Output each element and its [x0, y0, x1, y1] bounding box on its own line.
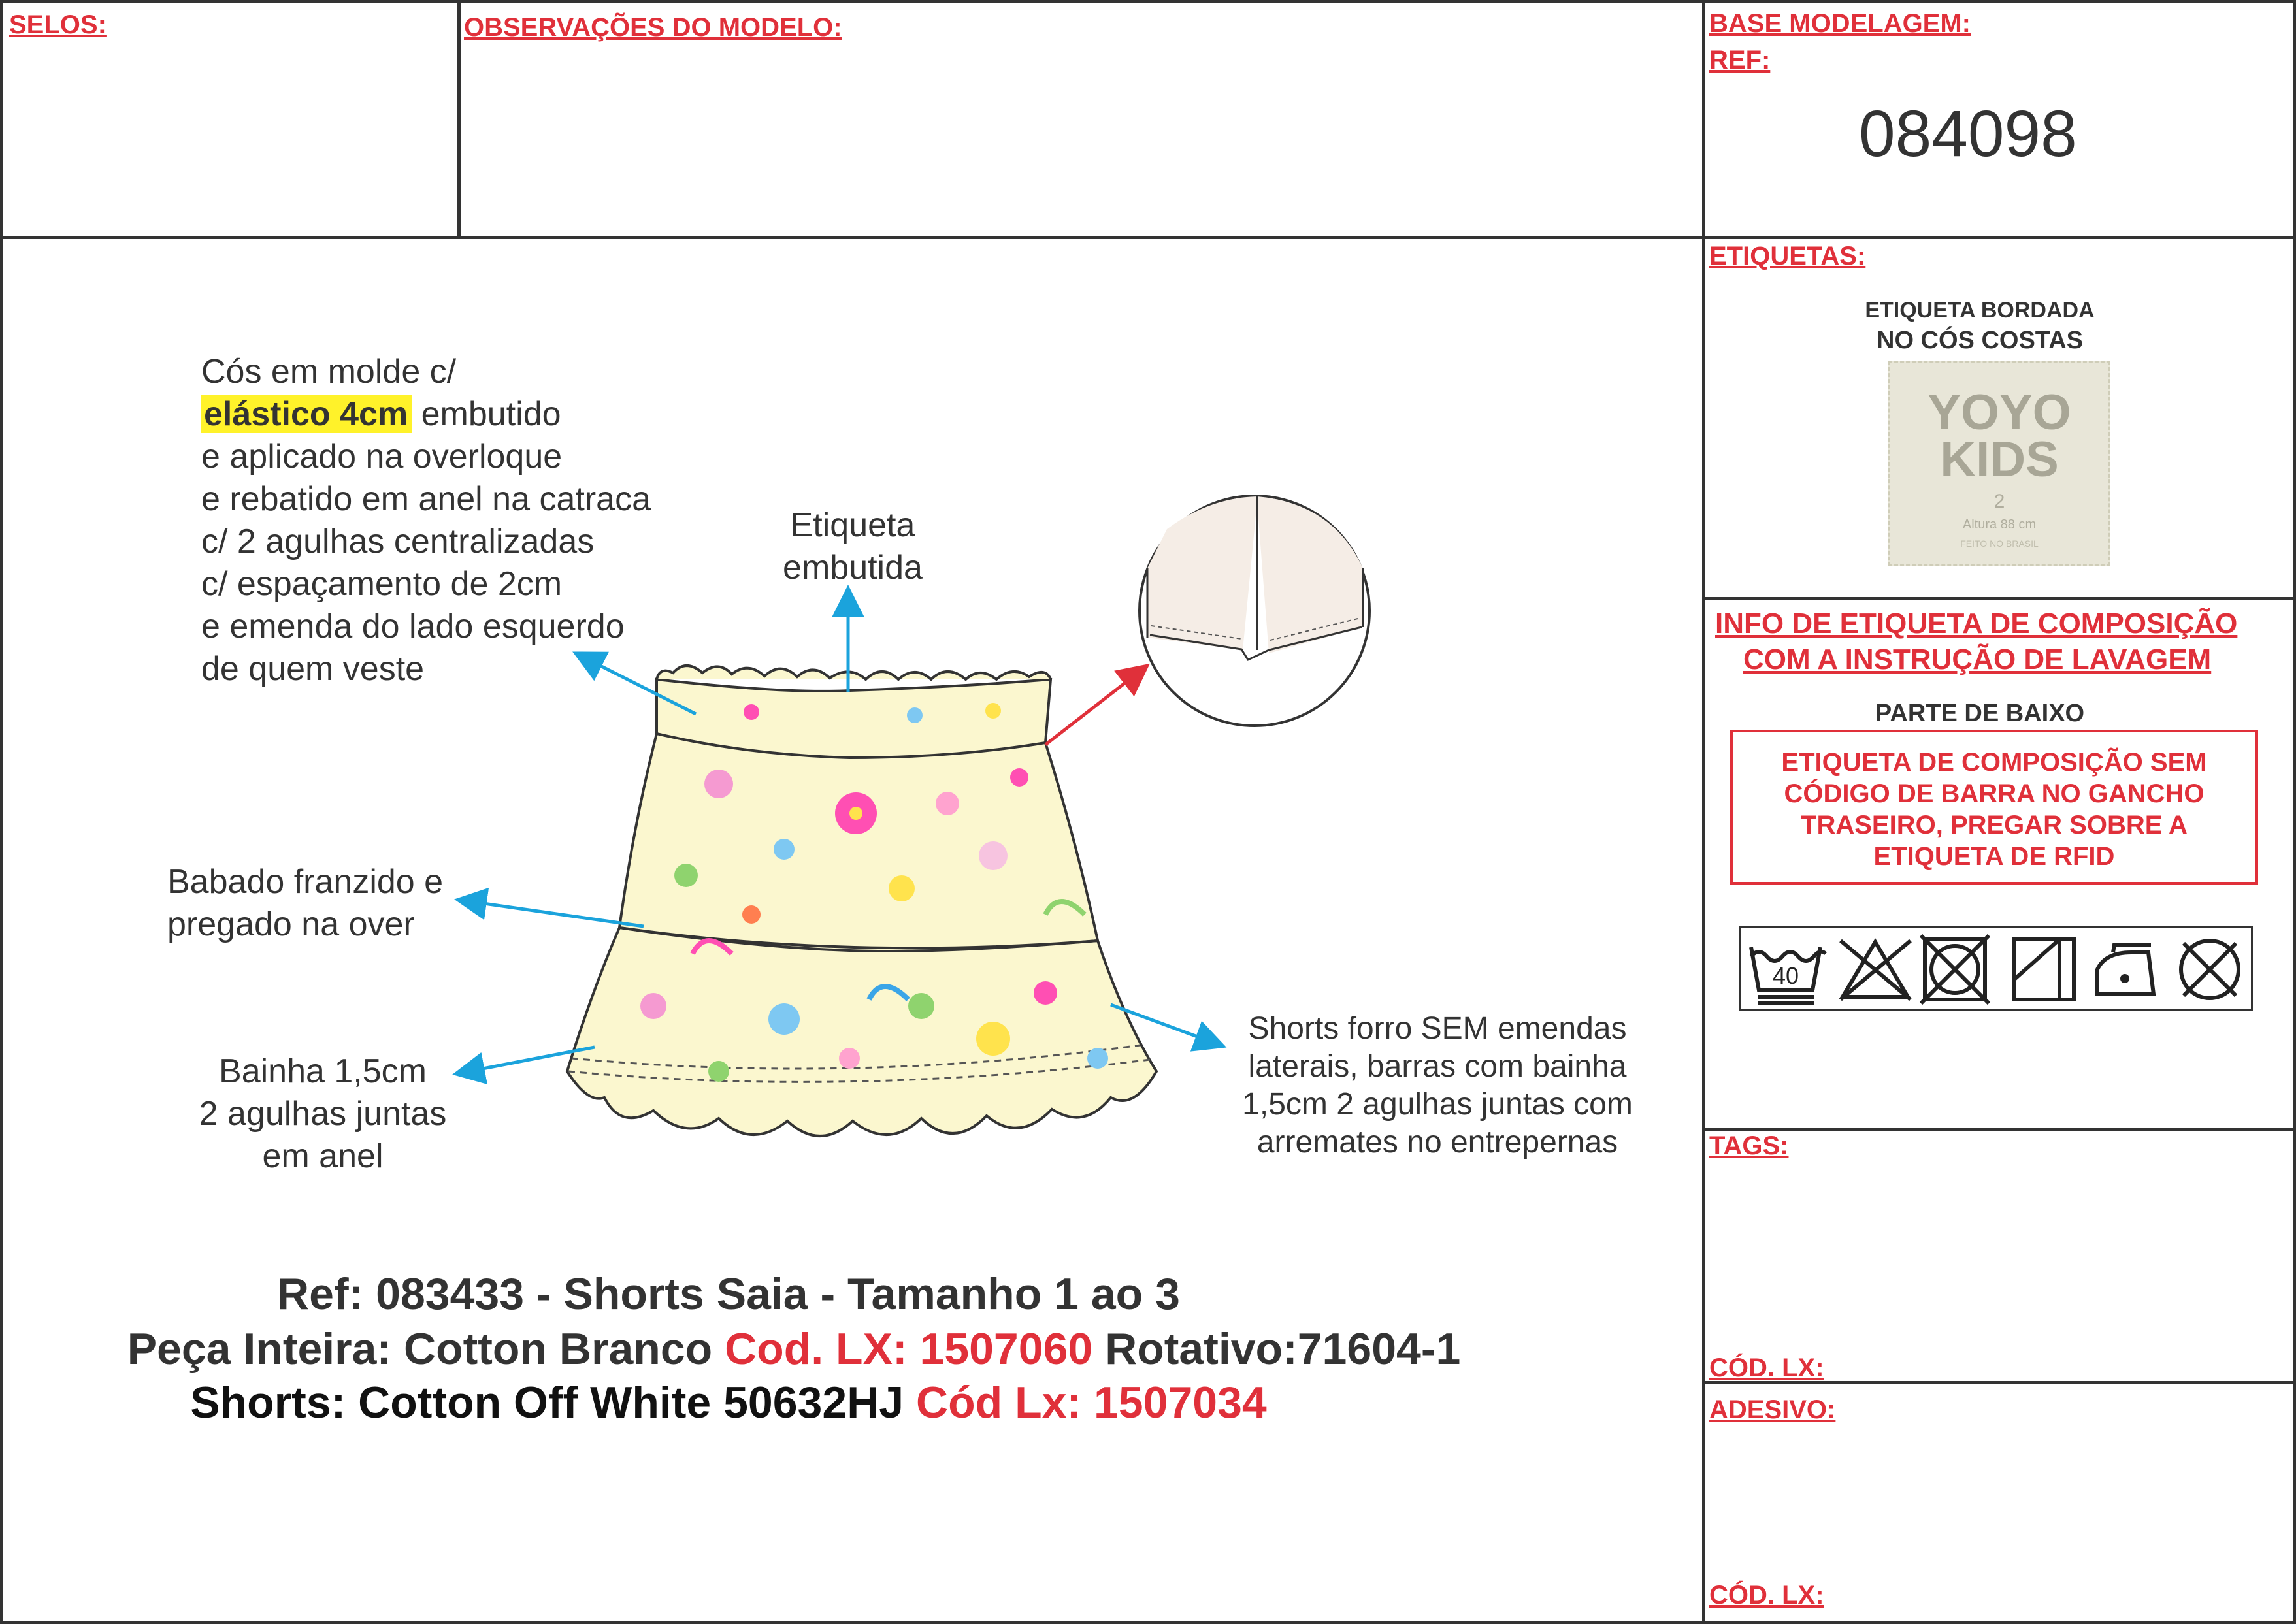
fabric-main-text: Peça Inteira: Cotton Branco [127, 1324, 725, 1374]
yoyo-logo-line2: KIDS [1940, 432, 2059, 487]
ref-label: REF: [1709, 46, 1771, 74]
shorts-fabric-text: Shorts: Cotton Off White 50632HJ [190, 1378, 917, 1427]
adesivo-cod-lx-label: CÓD. LX: [1709, 1581, 1824, 1610]
yoyo-logo-made: FEITO NO BRASIL [1960, 538, 2039, 549]
waist-note-line3: e aplicado na overloque [201, 438, 563, 476]
base-modelagem-label: BASE MODELAGEM: [1709, 9, 1971, 38]
shorts-note [1222, 1010, 1653, 1161]
shorts-note-line3: 1,5cm 2 agulhas juntas com [1242, 1087, 1633, 1122]
etiqueta-bordada-line1: ETIQUETA BORDADA [1865, 298, 2095, 323]
yoyo-logo-size: 2 [1993, 491, 2005, 512]
adesivo-label: ADESIVO: [1709, 1395, 1836, 1424]
waist-note-line1: Cós em molde c/ [201, 353, 457, 391]
ref-value: 084098 [1859, 97, 2077, 171]
product-shorts-line [0, 1377, 1460, 1428]
composicao-title-line1: INFO DE ETIQUETA DE COMPOSIÇÃO [1715, 608, 2238, 640]
waist-note-line6: c/ espaçamento de 2cm [201, 565, 563, 603]
etiquetas-label: ETIQUETAS: [1709, 242, 1866, 270]
care-symbols [1739, 926, 2253, 1011]
waist-note-line7: e emenda do lado esquerdo [201, 608, 625, 645]
no-dry-clean-icon [2181, 941, 2239, 998]
line-dry-icon [2014, 939, 2074, 999]
tags-cod-lx-label: CÓD. LX: [1709, 1354, 1824, 1382]
waist-elastic-highlight: elástico 4cm [201, 395, 412, 433]
waist-note-line4: e rebatido em anel na catraca [201, 480, 651, 518]
ruffle-arrow [461, 900, 644, 926]
iron-low-icon [2097, 945, 2154, 994]
ruffle-note-line1: Babado franzido e [167, 863, 444, 901]
tags-box [1702, 1128, 2296, 1384]
composicao-box-line2: CÓDIGO DE BARRA NO GANCHO [1784, 779, 2205, 808]
yoyo-logo-line1: YOYO [1927, 385, 2071, 440]
detail-arrow [1045, 668, 1145, 745]
shorts-note-line4: arremates no entrepernas [1256, 1125, 1618, 1160]
detail-inset [1140, 496, 1369, 726]
hem-note [159, 1050, 486, 1178]
tags-label: TAGS: [1709, 1131, 1789, 1160]
waist-note-line2-rest: embutido [421, 395, 561, 433]
composicao-box-line1: ETIQUETA DE COMPOSIÇÃO SEM [1781, 748, 2207, 777]
observacoes-label: OBSERVAÇÕES DO MODELO: [464, 13, 842, 42]
parte-de-baixo-label: PARTE DE BAIXO [1875, 700, 2085, 727]
label-embedded-note [751, 504, 954, 589]
waist-note [201, 351, 651, 690]
shorts-cod-lx: Cód Lx: 1507034 [916, 1378, 1267, 1427]
hem-note-line2: 2 agulhas juntas [199, 1095, 447, 1133]
composicao-box-line4: ETIQUETA DE RFID [1873, 842, 2115, 871]
product-fabric-line [0, 1324, 1591, 1374]
yoyo-kids-label-image [1888, 361, 2110, 566]
product-ref-line: Ref: 083433 - Shorts Saia - Tamanho 1 ao 3 [277, 1269, 1180, 1319]
waist-note-line5: c/ 2 agulhas centralizadas [201, 523, 595, 560]
shorts-note-line1: Shorts forro SEM emendas [1248, 1011, 1627, 1046]
shorts-note-line2: laterais, barras com bainha [1248, 1049, 1627, 1084]
hem-note-line1: Bainha 1,5cm [219, 1052, 427, 1090]
fabric-cod-lx: Cod. LX: 1507060 [725, 1324, 1093, 1374]
label-embedded-line1: Etiqueta [790, 506, 915, 544]
composicao-box-line3: TRASEIRO, PREGAR SOBRE A [1801, 811, 2188, 839]
no-tumble-dry-icon [1921, 935, 1989, 1003]
composicao-title-line2: COM A INSTRUÇÃO DE LAVAGEM [1743, 643, 2212, 675]
label-embedded-line2: embutida [783, 549, 923, 587]
selos-label: SELOS: [9, 10, 107, 39]
fabric-rotativo: Rotativo:71604-1 [1092, 1324, 1461, 1374]
waist-note-line8: de quem veste [201, 650, 425, 688]
hem-note-line3: em anel [262, 1137, 384, 1175]
ruffle-note [167, 861, 443, 946]
ruffle-note-line2: pregado na over [167, 905, 415, 943]
waist-note-line2-wrap [201, 393, 651, 436]
yoyo-logo-height: Altura 88 cm [1962, 517, 2037, 532]
etiqueta-bordada-line2: NO CÓS COSTAS [1877, 327, 2083, 354]
wash-temp-text: 40 [1773, 962, 1799, 989]
no-bleach-icon [1841, 941, 1911, 999]
skirt-body [567, 666, 1156, 1136]
